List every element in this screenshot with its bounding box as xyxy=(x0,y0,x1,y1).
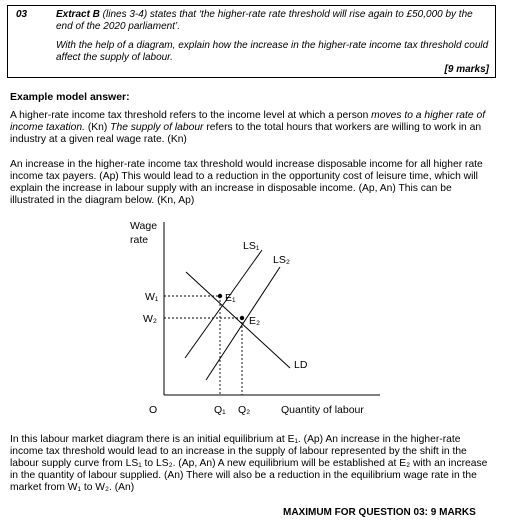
question-number: 03 xyxy=(16,9,28,20)
ls2-curve xyxy=(206,267,280,380)
y-axis-label-wage: Wage xyxy=(130,220,158,232)
e2-point xyxy=(240,316,244,320)
ls1-label: LS₁ xyxy=(243,240,260,252)
p1-part-b: moves to a higher rate of income taxation. xyxy=(10,110,486,133)
origin-label: O xyxy=(149,404,158,416)
e1-point xyxy=(218,294,222,298)
q2-label: Q₂ xyxy=(238,404,251,416)
e1-label: E₁ xyxy=(225,292,236,304)
extract-text: (lines 3-4) states that ‘the higher-rate rate threshold will rise again to £50,000 by the end of the 2020 parliament’. xyxy=(56,9,473,32)
q1-label: Q₁ xyxy=(214,404,226,416)
ls2-label: LS₂ xyxy=(273,254,290,266)
p1-part-c: (Kn) xyxy=(84,122,111,133)
w2-label: W₂ xyxy=(143,313,157,325)
ld-label: LD xyxy=(294,359,308,371)
answer-paragraph-1 xyxy=(10,110,496,146)
answer-paragraph-3: In this labour market diagram there is an initial equilibrium at E₁. (Ap) An increase in the higher-rate income tax threshold would lead to an increase in the supply of labour represented by the shift in the labour supply curve from LS₁ to LS₂. (Ap, An) A new equilibrium will be established at E₂ with an increase in the quantity of labour supplied. (An) There will also be a reduction in the equilibrium wage rate in the market from W₁ to W₂. (An) xyxy=(10,434,488,493)
question-box xyxy=(7,5,496,78)
p1-part-d: The supply of labour xyxy=(110,122,204,133)
answer-heading: Example model answer: xyxy=(10,91,130,103)
question-instruction: With the help of a diagram, explain how the increase in the higher-rate income tax threshold could affect the supply of labour. xyxy=(56,40,489,63)
y-axis-label-rate: rate xyxy=(130,234,149,246)
p1-part-a: A higher-rate income tax threshold refers to the income level at which a person xyxy=(10,110,372,121)
extract-label: Extract B xyxy=(56,9,100,20)
ld-curve xyxy=(186,272,290,368)
question-extract xyxy=(56,9,492,33)
footer-max-marks: MAXIMUM FOR QUESTION 03: 9 MARKS xyxy=(283,507,476,518)
p1-part-e: refers to the total hours that workers are willing to work in an industry at a given real wage rate. (Kn) xyxy=(10,122,482,145)
answer-paragraph-2: An increase in the higher-rate income tax threshold would increase disposable income for all higher rate income tax payers. (Ap) This would lead to a reduction in the opportunity cost of leisure time, which will explain the increase in labour supply with an increase in disposable income. (Ap, An) This can be illustrated in the diagram below. (Kn, Ap) xyxy=(10,159,483,206)
ls1-curve xyxy=(185,250,262,358)
labour-market-diagram xyxy=(0,210,508,430)
e2-label: E₂ xyxy=(249,315,261,327)
question-text xyxy=(56,9,492,71)
x-axis-label: Quantity of labour xyxy=(281,404,364,416)
w1-label: W₁ xyxy=(145,291,159,303)
question-marks: [9 marks] xyxy=(444,64,489,75)
